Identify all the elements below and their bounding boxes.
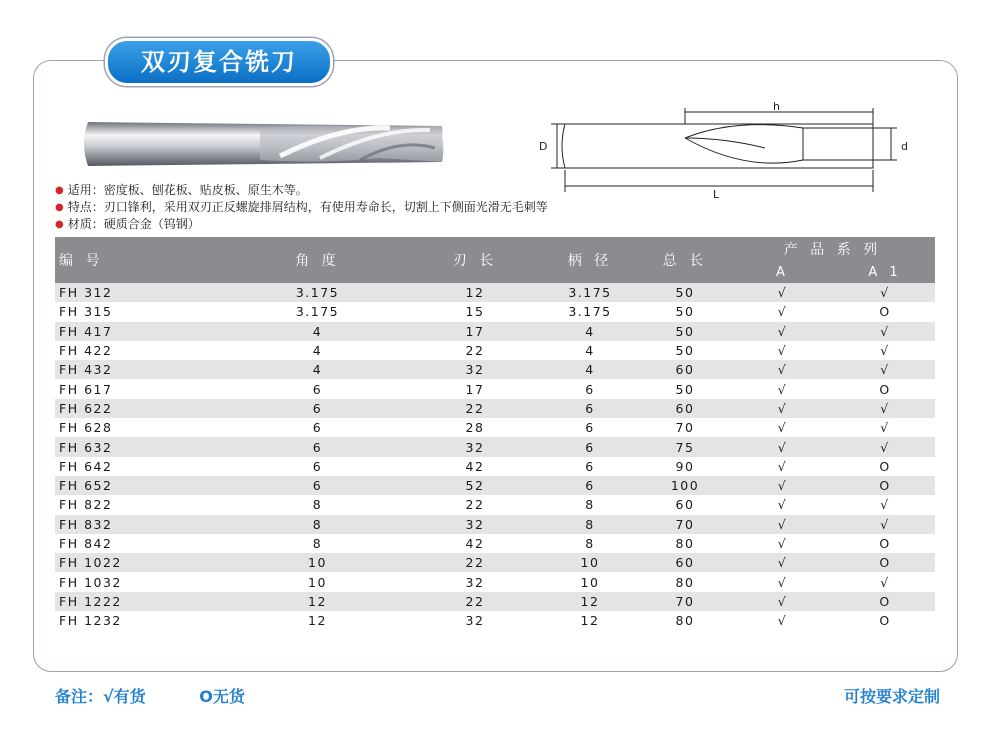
- dim-label-d: d: [901, 140, 908, 153]
- table-row: [55, 553, 935, 572]
- header-shank-diameter: 柄 径: [540, 237, 640, 283]
- spec-table-body: [55, 283, 935, 630]
- bullet-icon: ●: [55, 185, 64, 196]
- cell-total: 60: [640, 553, 730, 572]
- cell-a: √: [730, 341, 835, 360]
- cell-angle: 8: [225, 515, 410, 534]
- cell-blade: 22: [410, 341, 540, 360]
- cell-total: 50: [640, 322, 730, 341]
- cell-a: √: [730, 399, 835, 418]
- table-row: [55, 399, 935, 418]
- cell-angle: 10: [225, 553, 410, 572]
- cell-a: √: [730, 379, 835, 398]
- spec-table: [55, 237, 935, 630]
- cell-angle: 8: [225, 534, 410, 553]
- dim-label-h: h: [773, 100, 780, 113]
- cell-code: FH 622: [55, 399, 225, 418]
- cell-code: FH 422: [55, 341, 225, 360]
- cell-total: 50: [640, 302, 730, 321]
- header-angle: 角 度: [225, 237, 410, 283]
- legend-available: 备注：√有货: [55, 687, 146, 706]
- cell-angle: 6: [225, 457, 410, 476]
- cell-code: FH 832: [55, 515, 225, 534]
- cell-blade: 32: [410, 572, 540, 591]
- cell-total: 100: [640, 476, 730, 495]
- cell-a1: √: [835, 399, 935, 418]
- cell-blade: 17: [410, 322, 540, 341]
- cell-shank: 3.175: [540, 302, 640, 321]
- table-row: [55, 457, 935, 476]
- cell-total: 50: [640, 341, 730, 360]
- cell-blade: 32: [410, 611, 540, 630]
- cell-code: FH 417: [55, 322, 225, 341]
- cell-a: √: [730, 283, 835, 302]
- bullet-icon: ●: [55, 219, 64, 230]
- cell-angle: 6: [225, 476, 410, 495]
- dim-label-L: L: [713, 188, 720, 200]
- cell-a1: O: [835, 592, 935, 611]
- cell-a1: O: [835, 457, 935, 476]
- cell-a: √: [730, 592, 835, 611]
- cell-blade: 32: [410, 360, 540, 379]
- table-row: [55, 495, 935, 514]
- cell-code: FH 842: [55, 534, 225, 553]
- cell-total: 50: [640, 283, 730, 302]
- notes-list: [55, 182, 548, 233]
- cell-blade: 22: [410, 592, 540, 611]
- cell-a1: √: [835, 322, 935, 341]
- cell-a1: O: [835, 476, 935, 495]
- cell-shank: 10: [540, 572, 640, 591]
- cell-total: 80: [640, 534, 730, 553]
- cell-code: FH 617: [55, 379, 225, 398]
- cell-a1: O: [835, 379, 935, 398]
- table-row: [55, 476, 935, 495]
- cell-blade: 17: [410, 379, 540, 398]
- cell-angle: 12: [225, 592, 410, 611]
- table-row: [55, 437, 935, 456]
- cell-a: √: [730, 360, 835, 379]
- cell-a1: √: [835, 418, 935, 437]
- cell-angle: 6: [225, 379, 410, 398]
- cell-shank: 12: [540, 592, 640, 611]
- cell-a: √: [730, 322, 835, 341]
- cell-a1: √: [835, 437, 935, 456]
- cell-angle: 4: [225, 360, 410, 379]
- cell-total: 60: [640, 399, 730, 418]
- cell-blade: 28: [410, 418, 540, 437]
- cell-code: FH 1022: [55, 553, 225, 572]
- cell-angle: 4: [225, 341, 410, 360]
- cell-blade: 32: [410, 437, 540, 456]
- cell-total: 70: [640, 592, 730, 611]
- cell-blade: 22: [410, 399, 540, 418]
- cell-total: 60: [640, 495, 730, 514]
- cell-a1: √: [835, 283, 935, 302]
- cell-shank: 3.175: [540, 283, 640, 302]
- cell-total: 70: [640, 515, 730, 534]
- cell-a1: √: [835, 360, 935, 379]
- header-product-series: 产 品 系 列: [730, 237, 935, 261]
- cell-angle: 6: [225, 437, 410, 456]
- cell-angle: 12: [225, 611, 410, 630]
- page-title: 双刃复合铣刀: [105, 38, 333, 86]
- cell-blade: 42: [410, 534, 540, 553]
- table-row: [55, 611, 935, 630]
- cell-shank: 8: [540, 515, 640, 534]
- cell-shank: 12: [540, 611, 640, 630]
- cell-a: √: [730, 534, 835, 553]
- cell-shank: 4: [540, 322, 640, 341]
- table-row: [55, 322, 935, 341]
- cell-shank: 10: [540, 553, 640, 572]
- cell-code: FH 632: [55, 437, 225, 456]
- cell-total: 70: [640, 418, 730, 437]
- note-material: ● 材质：硬质合金（钨钢）: [55, 217, 200, 231]
- cell-total: 90: [640, 457, 730, 476]
- table-row: [55, 515, 935, 534]
- cell-a1: √: [835, 495, 935, 514]
- dimension-drawing: [535, 100, 925, 200]
- cell-code: FH 1232: [55, 611, 225, 630]
- cell-shank: 6: [540, 418, 640, 437]
- cell-angle: 10: [225, 572, 410, 591]
- cell-code: FH 1222: [55, 592, 225, 611]
- table-row: [55, 283, 935, 302]
- cell-a: √: [730, 457, 835, 476]
- cell-blade: 52: [410, 476, 540, 495]
- cell-a1: √: [835, 341, 935, 360]
- table-row: [55, 572, 935, 591]
- cell-shank: 6: [540, 399, 640, 418]
- cell-shank: 4: [540, 341, 640, 360]
- cell-blade: 15: [410, 302, 540, 321]
- table-row: [55, 302, 935, 321]
- cell-blade: 32: [410, 515, 540, 534]
- end-mill-photo: [80, 118, 445, 170]
- cell-a: √: [730, 418, 835, 437]
- cell-a: √: [730, 302, 835, 321]
- cell-shank: 6: [540, 379, 640, 398]
- table-row: [55, 360, 935, 379]
- cell-code: FH 642: [55, 457, 225, 476]
- cell-code: FH 628: [55, 418, 225, 437]
- cell-a1: O: [835, 611, 935, 630]
- cell-angle: 4: [225, 322, 410, 341]
- table-row: [55, 379, 935, 398]
- header-total-length: 总 长: [640, 237, 730, 283]
- cell-blade: 22: [410, 495, 540, 514]
- cell-blade: 12: [410, 283, 540, 302]
- cell-code: FH 432: [55, 360, 225, 379]
- cell-angle: 3.175: [225, 302, 410, 321]
- legend-unavailable: O无货: [199, 687, 245, 706]
- cell-code: FH 652: [55, 476, 225, 495]
- cell-a: √: [730, 572, 835, 591]
- cell-a1: √: [835, 515, 935, 534]
- cell-angle: 6: [225, 418, 410, 437]
- cell-shank: 6: [540, 457, 640, 476]
- cell-code: FH 312: [55, 283, 225, 302]
- cell-total: 75: [640, 437, 730, 456]
- cell-shank: 4: [540, 360, 640, 379]
- cell-a1: O: [835, 534, 935, 553]
- cell-code: FH 822: [55, 495, 225, 514]
- legend: [55, 684, 293, 707]
- cell-a1: √: [835, 572, 935, 591]
- cell-a: √: [730, 611, 835, 630]
- cell-angle: 6: [225, 399, 410, 418]
- cell-total: 50: [640, 379, 730, 398]
- cell-total: 80: [640, 572, 730, 591]
- custom-order-note: 可按要求定制: [843, 687, 940, 706]
- bullet-icon: ●: [55, 202, 64, 213]
- cell-a: √: [730, 553, 835, 572]
- header-blade-length: 刃 长: [410, 237, 540, 283]
- header-code: 编 号: [55, 237, 225, 283]
- cell-a: √: [730, 476, 835, 495]
- cell-blade: 42: [410, 457, 540, 476]
- cell-shank: 6: [540, 476, 640, 495]
- table-row: [55, 418, 935, 437]
- cell-a: √: [730, 515, 835, 534]
- note-application: ● 适用：密度板、刨花板、贴皮板、原生木等。: [55, 183, 308, 197]
- dim-label-D: D: [539, 140, 548, 153]
- cell-a1: O: [835, 302, 935, 321]
- cell-blade: 22: [410, 553, 540, 572]
- table-row: [55, 534, 935, 553]
- cell-total: 80: [640, 611, 730, 630]
- cell-angle: 8: [225, 495, 410, 514]
- cell-total: 60: [640, 360, 730, 379]
- cell-angle: 3.175: [225, 283, 410, 302]
- cell-code: FH 315: [55, 302, 225, 321]
- cell-a1: O: [835, 553, 935, 572]
- header-series-a: A: [730, 261, 835, 283]
- cell-a: √: [730, 495, 835, 514]
- cell-code: FH 1032: [55, 572, 225, 591]
- cell-shank: 8: [540, 534, 640, 553]
- cell-shank: 8: [540, 495, 640, 514]
- cell-a: √: [730, 437, 835, 456]
- cell-shank: 6: [540, 437, 640, 456]
- table-row: [55, 592, 935, 611]
- table-row: [55, 341, 935, 360]
- header-series-a1: A 1: [835, 261, 935, 283]
- note-features: ● 特点：刃口锋利，采用双刃正反螺旋排屑结构，有使用寿命长，切割上下侧面光滑无毛刺等: [55, 200, 548, 214]
